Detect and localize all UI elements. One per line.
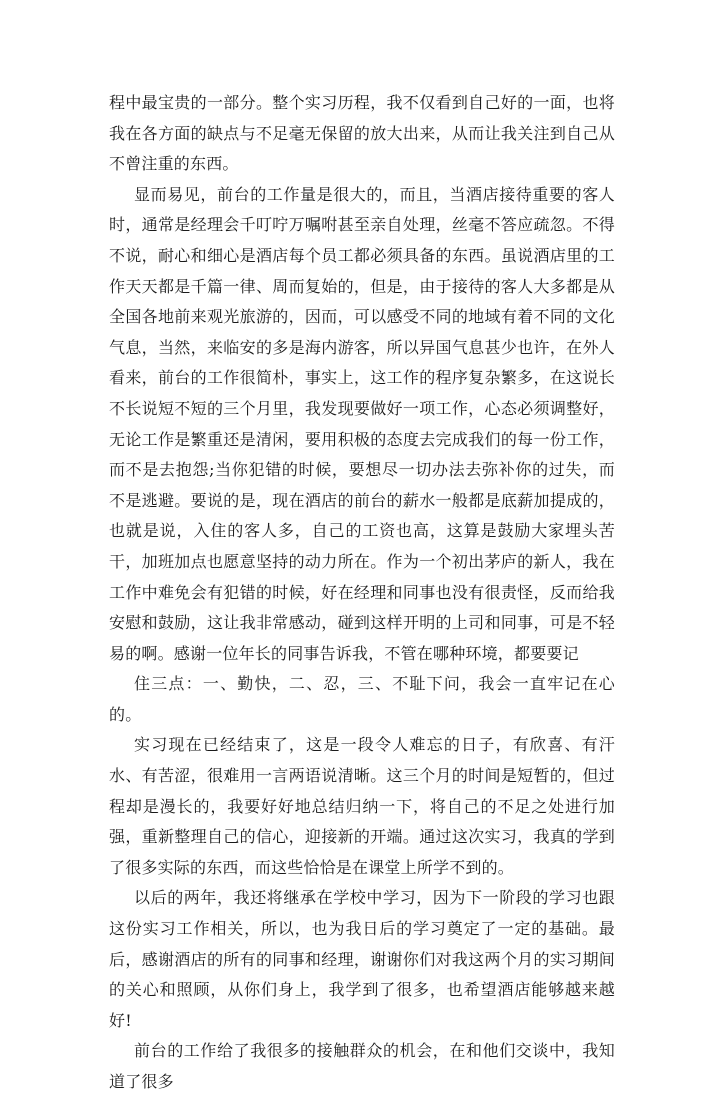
paragraph-2: 显而易见，前台的工作量是很大的，而且，当酒店接待重要的客人时，通常是经理会千叮咛万嘱咐甚至亲自处理，丝毫不答应疏忽。不得不说，耐心和细心是酒店每个员工都必须具备的东西。虽说酒店里的工作天天都是千篇一律、周而复始的，但是，由于接待的客人大多都是从全国各地前来观光旅游的，因而，可以感受不同的地域有着不同的文化气息，当然，来临安的多是海内游客，所以异国气息甚少也许，在外人看来，前台的工作很简朴，事实上，这工作的程序复杂繁多，在这说长不长说短不短的三个月里，我发现要做好一项工作，心态必须调整好，无论工作是繁重还是清闲，要用积极的态度去完成我们的每一份工作，而不是去抱怨;当你犯错的时候，要想尽一切办法去弥补你的过失，而不是逃避。要说的是，现在酒店的前台的薪水一般都是底薪加提成的，也就是说，入住的客人多，自己的工资也高，这算是鼓励大家埋头苦干，加班加点也愿意坚持的动力所在。作为一个初出茅庐的新人，我在工作中难免会有犯错的时候，好在经理和同事也没有很责怪，反而给我安慰和鼓励，这让我非常感动，碰到这样开明的上司和同事，可是不轻易的啊。感谢一位年长的同事告诉我，不管在哪种环境，都要要记 bbox=[109, 184, 615, 663]
paragraph-1: 程中最宝贵的一部分。整个实习历程，我不仅看到自己好的一面，也将我在各方面的缺点与不足毫无保留的放大出来，从而让我关注到自己从不曾注重的东西。 bbox=[109, 93, 615, 174]
paragraph-6: 前台的工作给了我很多的接触群众的机会，在和他们交谈中，我知道了很多 bbox=[109, 1041, 615, 1091]
paragraph-4: 实习现在已经结束了，这是一段令人难忘的日子，有欣喜、有汗水、有苦涩，很难用一言两语说清晰。这三个月的时间是短暂的，但过程却是漫长的，我要好好地总结归纳一下，将自己的不足之处进行加强，重新整理自己的信心，迎接新的开端。通过这次实习，我真的学到了很多实际的东西，而这些恰恰是在课堂上所学不到的。 bbox=[109, 735, 615, 877]
paragraph-5: 以后的两年，我还将继承在学校中学习，因为下一阶段的学习也跟这份实习工作相关，所以，也为我日后的学习奠定了一定的基础。最后，感谢酒店的所有的同事和经理，谢谢你们对我这两个月的实习期间的关心和照顾，从你们身上，我学到了很多，也希望酒店能够越来越好! bbox=[109, 888, 615, 1030]
paragraph-3: 住三点：一、勤快，二、忍，三、不耻下问，我会一直牢记在心的。 bbox=[109, 674, 615, 724]
document-body bbox=[109, 88, 615, 1098]
